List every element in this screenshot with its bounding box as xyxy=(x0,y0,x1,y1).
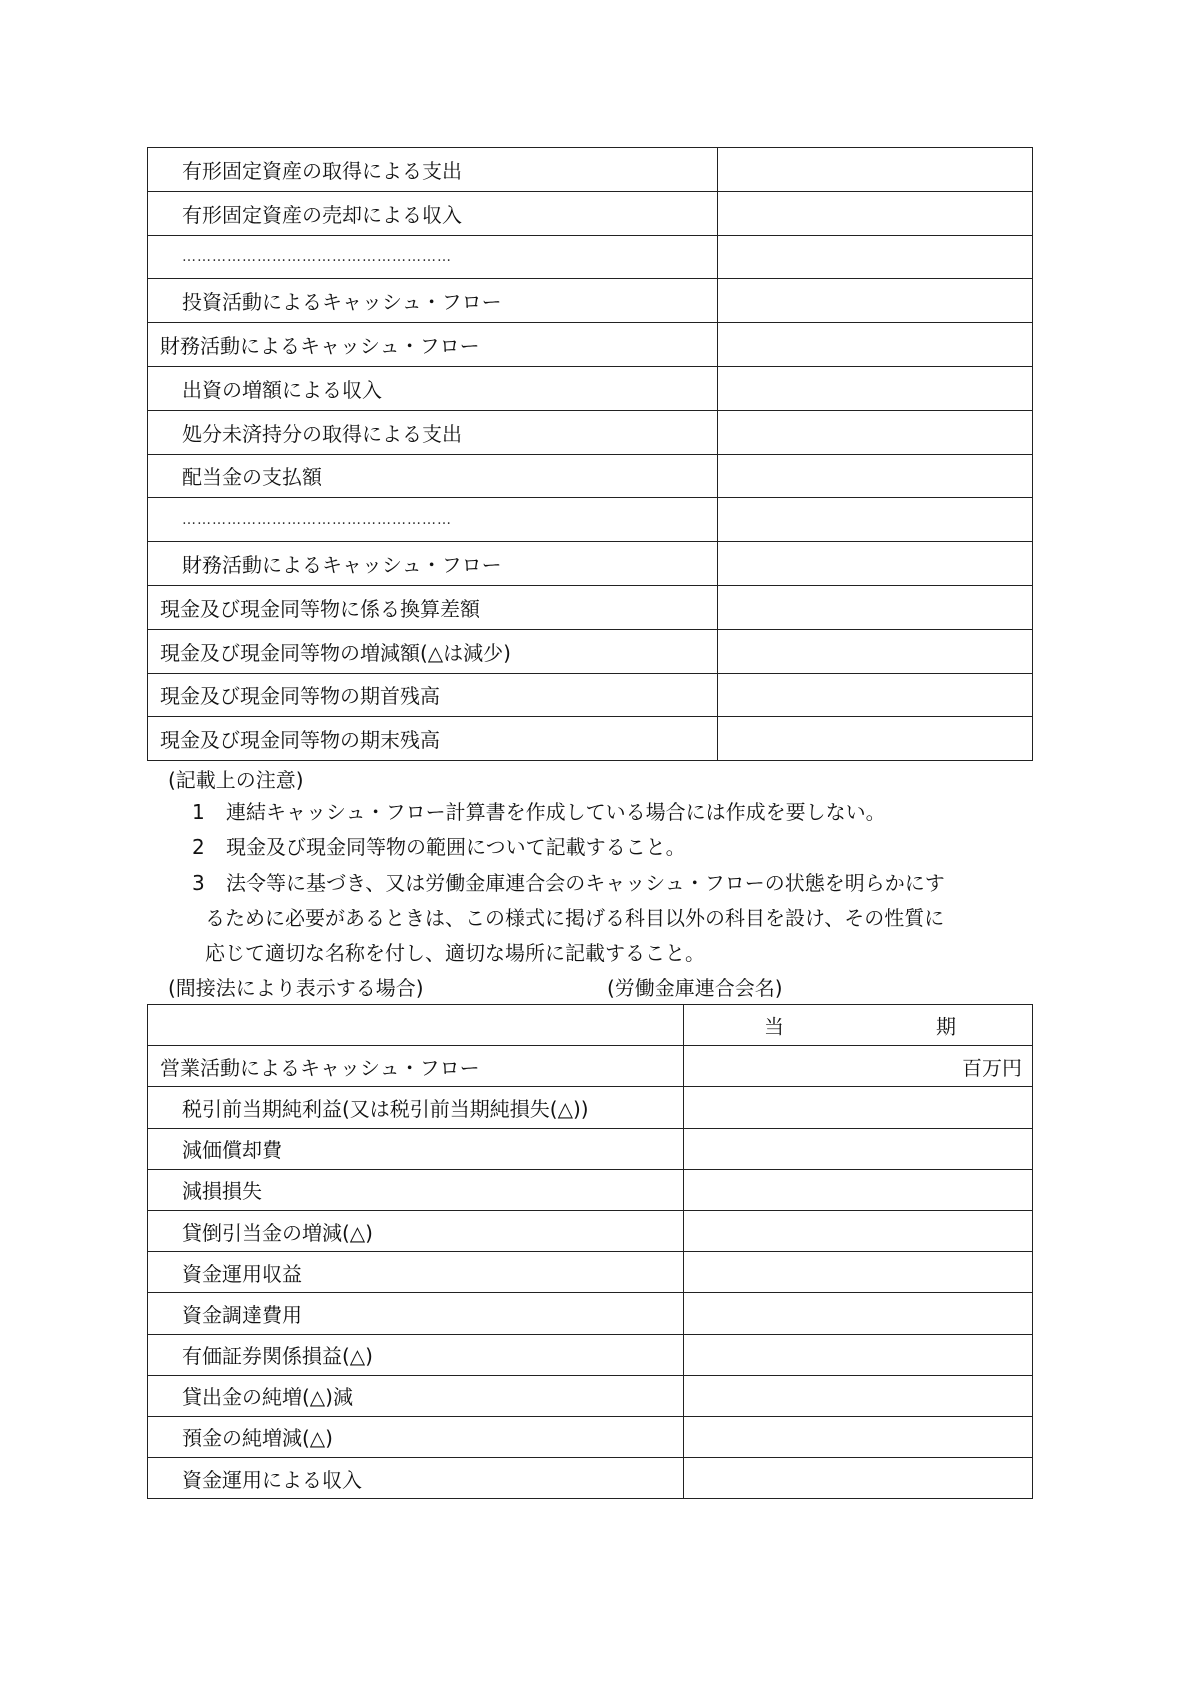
table-row xyxy=(148,454,1033,498)
amount-cell xyxy=(718,542,1033,586)
table-row xyxy=(148,1334,1033,1375)
table-header-row xyxy=(148,1005,1033,1046)
amount-cell xyxy=(718,717,1033,761)
amount-cell xyxy=(718,235,1033,279)
table-row xyxy=(148,366,1033,410)
table-row xyxy=(148,673,1033,717)
table-row xyxy=(148,410,1033,454)
row-label: 配当金の支払額 xyxy=(148,454,718,498)
note-item-1 xyxy=(192,795,1032,830)
row-label: 現金及び現金同等物の期末残高 xyxy=(148,717,718,761)
amount-cell xyxy=(684,1169,1033,1210)
amount-cell xyxy=(684,1293,1033,1334)
unit-label: 百万円 xyxy=(684,1046,1033,1087)
leader-dots: ……………………………………………… xyxy=(148,498,718,542)
table-row xyxy=(148,323,1033,367)
amount-cell xyxy=(718,410,1033,454)
note-text: 法令等に基づき、又は労働金庫連合会のキャッシュ・フローの状態を明らかにす xyxy=(226,871,945,895)
row-label: 預金の純増減(△) xyxy=(148,1416,684,1457)
period-header-right: 期 xyxy=(936,1014,956,1039)
table-row xyxy=(148,629,1033,673)
row-label: 営業活動によるキャッシュ・フロー xyxy=(148,1046,684,1087)
note-text: 連結キャッシュ・フロー計算書を作成している場合には作成を要しない。 xyxy=(226,800,886,824)
table-row xyxy=(148,1458,1033,1499)
table-row xyxy=(148,542,1033,586)
notes-title: (記載上の注意) xyxy=(168,768,304,792)
amount-cell xyxy=(718,585,1033,629)
amount-cell xyxy=(718,673,1033,717)
table-row xyxy=(148,1252,1033,1293)
row-label: 投資活動によるキャッシュ・フロー xyxy=(148,279,718,323)
table-row xyxy=(148,1416,1033,1457)
table-row xyxy=(148,235,1033,279)
table-row xyxy=(148,585,1033,629)
cash-flow-table-continued xyxy=(147,147,1033,761)
note-item-2 xyxy=(192,830,1032,865)
amount-cell xyxy=(684,1375,1033,1416)
row-label: 処分未済持分の取得による支出 xyxy=(148,410,718,454)
table-row xyxy=(148,191,1033,235)
row-label: 貸出金の純増(△)減 xyxy=(148,1375,684,1416)
cash-flow-indirect-table xyxy=(147,1004,1033,1499)
note-item-3 xyxy=(192,866,1032,901)
row-label: 有形固定資産の取得による支出 xyxy=(148,148,718,192)
note-number: 3 xyxy=(192,871,205,895)
row-label: 資金調達費用 xyxy=(148,1293,684,1334)
leader-dots: ……………………………………………… xyxy=(148,235,718,279)
table-row xyxy=(148,1087,1033,1128)
table-row xyxy=(148,1375,1033,1416)
amount-cell xyxy=(718,148,1033,192)
period-header-left: 当 xyxy=(764,1014,784,1039)
period-header xyxy=(684,1005,1033,1046)
amount-cell xyxy=(684,1210,1033,1251)
table-row xyxy=(148,1169,1033,1210)
amount-cell xyxy=(718,366,1033,410)
table-row xyxy=(148,1293,1033,1334)
section-title: (間接法により表示する場合) xyxy=(168,976,424,1000)
row-label: 有価証券関係損益(△) xyxy=(148,1334,684,1375)
note-text-continued: るために必要があるときは、この様式に掲げる科目以外の科目を設け、その性質に xyxy=(205,906,945,930)
table-row xyxy=(148,1128,1033,1169)
note-text-continued: 応じて適切な名称を付し、適切な場所に記載すること。 xyxy=(205,941,705,965)
row-label: 現金及び現金同等物の期首残高 xyxy=(148,673,718,717)
amount-cell xyxy=(718,191,1033,235)
row-label: 財務活動によるキャッシュ・フロー xyxy=(148,542,718,586)
header-label-cell xyxy=(148,1005,684,1046)
table-row xyxy=(148,498,1033,542)
amount-cell xyxy=(684,1252,1033,1293)
table-row xyxy=(148,279,1033,323)
amount-cell xyxy=(718,629,1033,673)
amount-cell xyxy=(718,498,1033,542)
row-label: 財務活動によるキャッシュ・フロー xyxy=(148,323,718,367)
row-label: 資金運用収益 xyxy=(148,1252,684,1293)
amount-cell xyxy=(718,454,1033,498)
row-label: 税引前当期純利益(又は税引前当期純損失(△)) xyxy=(148,1087,684,1128)
note-number: 2 xyxy=(192,835,205,859)
row-label: 現金及び現金同等物に係る換算差額 xyxy=(148,585,718,629)
row-label: 貸倒引当金の増減(△) xyxy=(148,1210,684,1251)
amount-cell xyxy=(684,1416,1033,1457)
amount-cell xyxy=(684,1458,1033,1499)
row-label: 資金運用による収入 xyxy=(148,1458,684,1499)
amount-cell xyxy=(684,1128,1033,1169)
table-row xyxy=(148,717,1033,761)
table-row xyxy=(148,148,1033,192)
row-label: 現金及び現金同等物の増減額(△は減少) xyxy=(148,629,718,673)
amount-cell xyxy=(684,1334,1033,1375)
amount-cell xyxy=(718,323,1033,367)
amount-cell xyxy=(684,1087,1033,1128)
row-label: 出資の増額による収入 xyxy=(148,366,718,410)
row-label: 減価償却費 xyxy=(148,1128,684,1169)
note-number: 1 xyxy=(192,800,205,824)
table-row xyxy=(148,1210,1033,1251)
row-label: 有形固定資産の売却による収入 xyxy=(148,191,718,235)
row-label: 減損損失 xyxy=(148,1169,684,1210)
amount-cell xyxy=(718,279,1033,323)
org-name-label: (労働金庫連合会名) xyxy=(607,976,783,1000)
table-row xyxy=(148,1046,1033,1087)
note-text: 現金及び現金同等物の範囲について記載すること。 xyxy=(226,835,686,859)
